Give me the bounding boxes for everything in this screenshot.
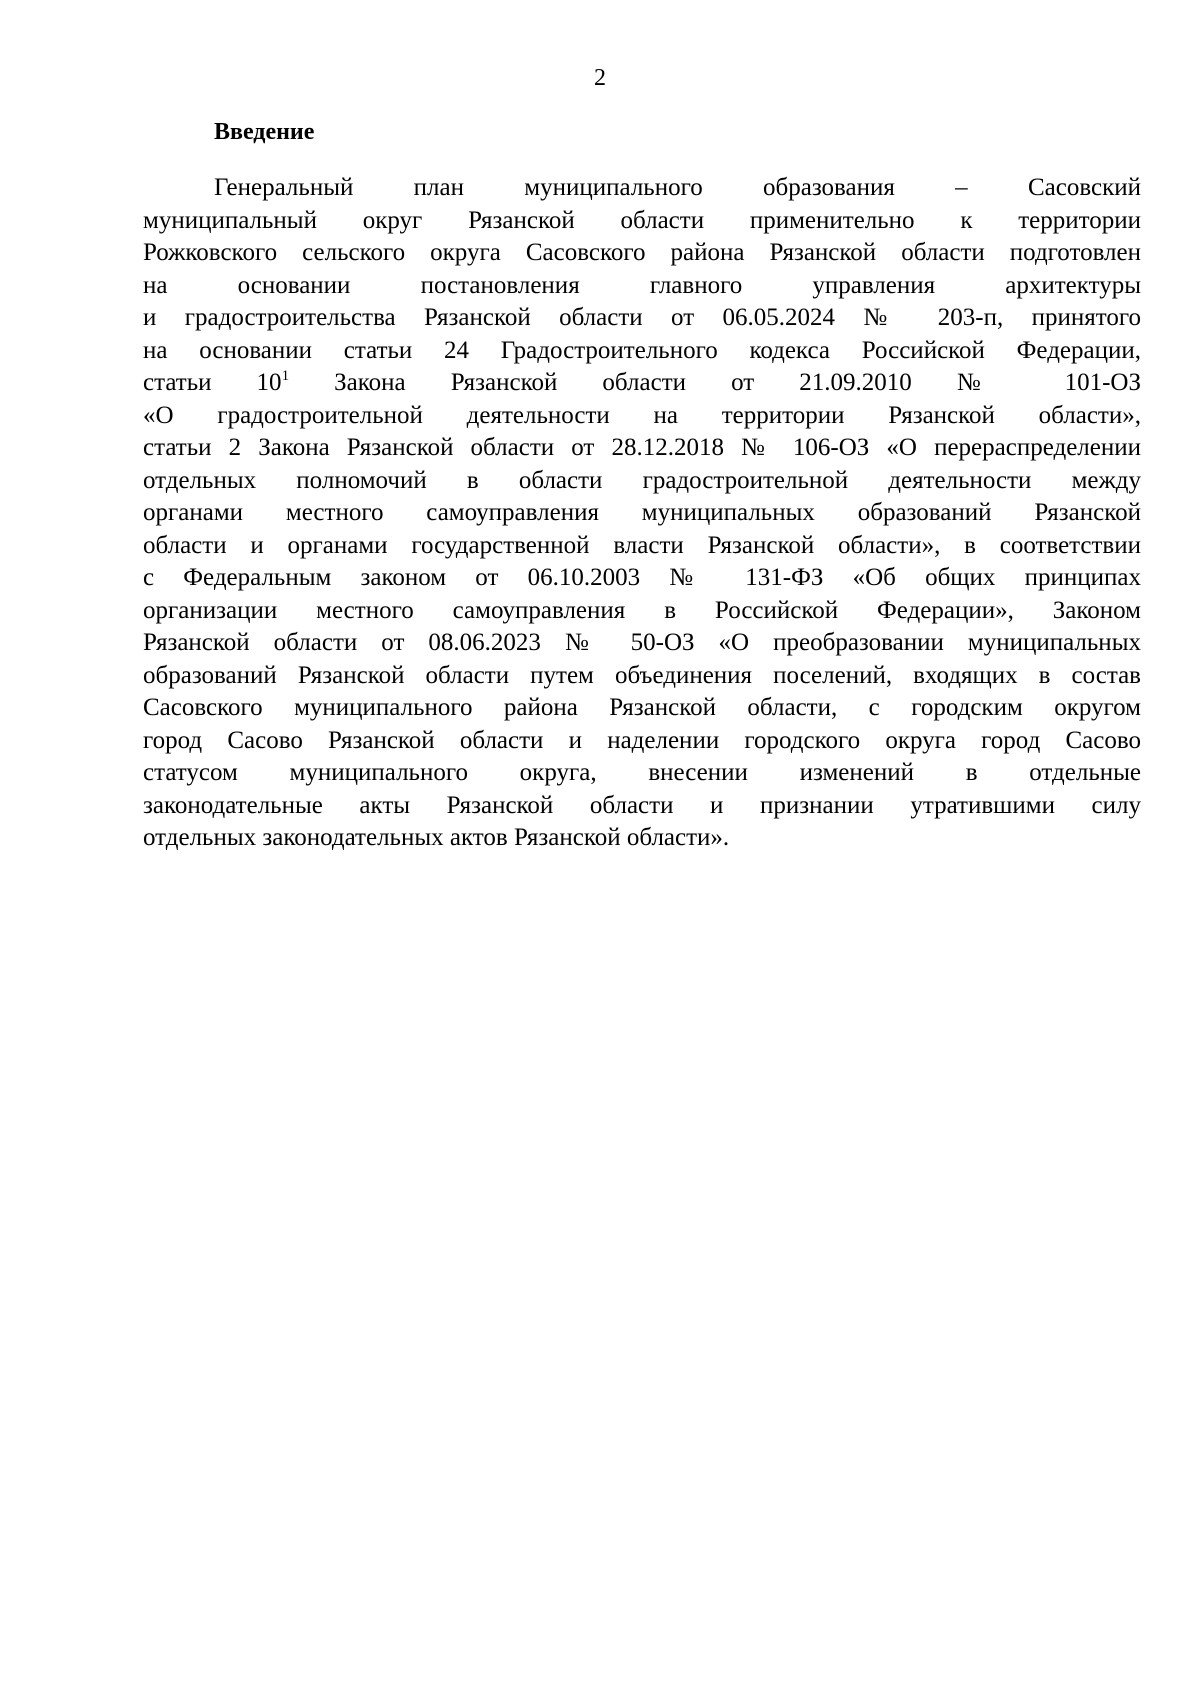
paragraph-line: муниципальный округ Рязанской области применительно к территории — [143, 206, 1141, 234]
paragraph-line: и градостроительства Рязанской области от 06.05.2024 № 203-п, принятого — [143, 304, 1141, 331]
paragraph-line-with-superscript — [143, 367, 1141, 400]
paragraph-line: образований Рязанской области путем объединения поселений, входящих в состав — [143, 661, 1141, 689]
paragraph-line: Рязанской области от 08.06.2023 № 50-ОЗ «О преобразовании муниципальных — [143, 629, 1141, 656]
paragraph-line: Рожковского сельского округа Сасовского района Рязанской области подготовлен — [143, 239, 1141, 266]
body-paragraph — [143, 172, 1141, 855]
section-heading: Введение — [214, 119, 315, 145]
paragraph-line: «О градостроительной деятельности на территории Рязанской области», — [143, 401, 1141, 429]
line-text-before: статьи 10 — [143, 369, 282, 396]
paragraph-line: на основании статьи 24 Градостроительного кодекса Российской Федерации, — [143, 336, 1141, 364]
superscript: 1 — [281, 368, 290, 384]
paragraph-line: Сасовского муниципального района Рязанской области, с городским округом — [143, 694, 1141, 721]
paragraph-line: органами местного самоуправления муниципальных образований Рязанской — [143, 499, 1141, 526]
paragraph-line: отдельных полномочий в области градостроительной деятельности между — [143, 466, 1141, 494]
paragraph-line: статусом муниципального округа, внесении изменений в отдельные — [143, 759, 1141, 786]
paragraph-line: законодательные акты Рязанской области и признании утратившими силу — [143, 791, 1141, 819]
paragraph-line: отдельных законодательных актов Рязанской области». — [143, 824, 730, 851]
page-number: 2 — [594, 65, 606, 91]
paragraph-line: город Сасово Рязанской области и наделении городского округа город Сасово — [143, 726, 1141, 754]
paragraph-line: Генеральный план муниципального образования – Сасовский — [214, 174, 1141, 201]
paragraph-line: с Федеральным законом от 06.10.2003 № 131-ФЗ «Об общих принципах — [143, 564, 1141, 591]
paragraph-line: статьи 2 Закона Рязанской области от 28.12.2018 № 106-ОЗ «О перераспределении — [143, 434, 1141, 461]
paragraph-line: области и органами государственной власти Рязанской области», в соответствии — [143, 531, 1141, 559]
paragraph-line: организации местного самоуправления в Российской Федерации», Законом — [143, 596, 1141, 624]
paragraph-line: на основании постановления главного управления архитектуры — [143, 271, 1141, 299]
line-text-after: Закона Рязанской области от 21.09.2010 № 101-ОЗ — [289, 369, 1141, 396]
